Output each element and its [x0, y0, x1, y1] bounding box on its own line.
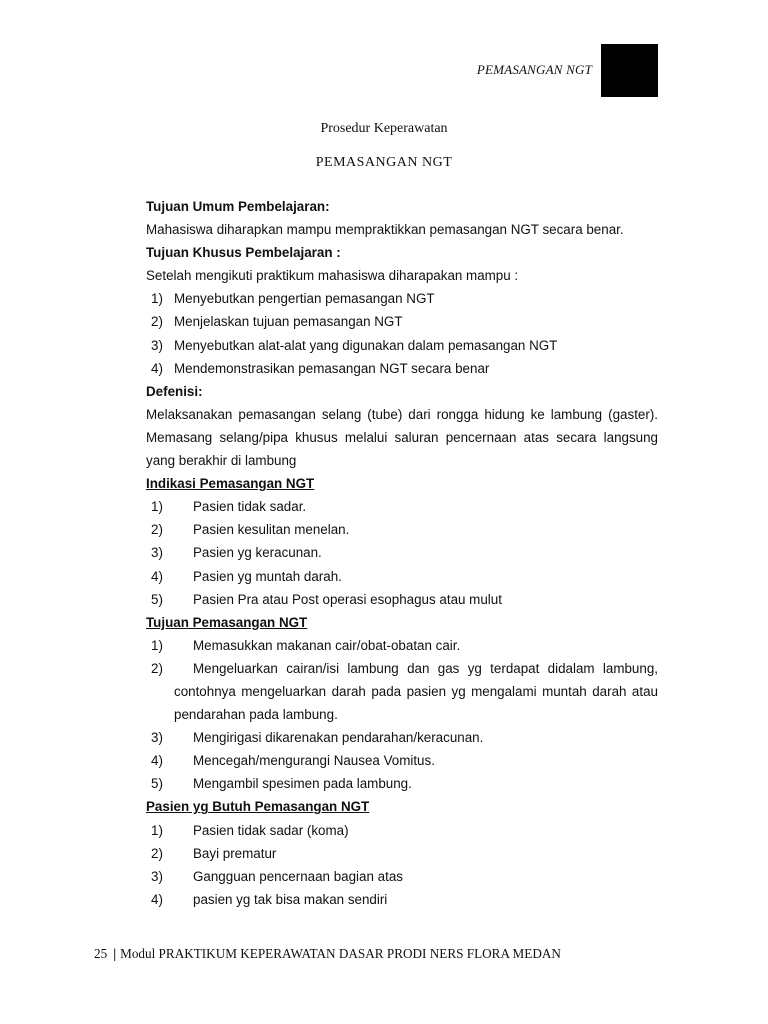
document-body [146, 195, 658, 911]
list-item: 1) Menyebutkan pengertian pemasangan NGT [151, 291, 435, 307]
list-item: 4) Pasien yg muntah darah. [151, 568, 342, 584]
heading-pasien-butuh: Pasien yg Butuh Pemasangan NGT [146, 799, 370, 815]
list-item: 1) Pasien tidak sadar. [151, 499, 307, 515]
list-item: 5) Mengambil spesimen pada lambung. [151, 776, 412, 792]
list-item: 4) Mencegah/mengurangi Nausea Vomitus. [151, 753, 435, 769]
list-item: 2) Bayi prematur [151, 845, 277, 861]
header-black-block [601, 44, 658, 97]
page-number: 25 [94, 946, 108, 961]
list-item: 3) Gangguan pencernaan bagian atas [151, 868, 403, 884]
heading-indikasi: Indikasi Pemasangan NGT [146, 476, 315, 492]
heading-defenisi: Defenisi: [146, 383, 203, 399]
list-item: 2) Mengeluarkan cairan/isi lambung dan gas yg terdapat didalam lambung, contohnya mengeluarkan darah pada pasien yg mengalami muntah darah atau pendarahan pada lambung. [151, 660, 658, 723]
heading-tujuan-pemasangan: Tujuan Pemasangan NGT [146, 614, 308, 630]
list-item: 2) Pasien kesulitan menelan. [151, 522, 350, 538]
list-item: 3) Pasien yg keracunan. [151, 545, 322, 561]
footer-separator: | [113, 946, 117, 961]
list-item: 5) Pasien Pra atau Post operasi esophagus atau mulut [151, 591, 502, 607]
list-item: 4) Mendemonstrasikan pemasangan NGT secara benar [151, 360, 490, 376]
tujuan-umum-text: Mahasiswa diharapkan mampu mempraktikkan pemasangan NGT secara benar. [146, 222, 624, 238]
footer-text: Modul PRAKTIKUM KEPERAWATAN DASAR PRODI NERS FLORA MEDAN [120, 946, 561, 961]
page-footer [94, 946, 561, 962]
defenisi-text: Melaksanakan pemasangan selang (tube) dari rongga hidung ke lambung (gaster). Memasang selang/pipa khusus melalui saluran pencernaan atas secara langsung yang berakhir di lambung [146, 406, 658, 469]
heading-tujuan-umum: Tujuan Umum Pembelajaran: [146, 199, 330, 214]
list-item: 1) Memasukkan makanan cair/obat-obatan cair. [151, 637, 461, 653]
list-item: 3) Mengirigasi dikarenakan pendarahan/keracunan. [151, 730, 484, 746]
running-header-title: PEMASANGAN NGT [476, 62, 592, 77]
list-item: 3) Menyebutkan alat-alat yang digunakan dalam pemasangan NGT [151, 337, 558, 353]
document-subtitle: Prosedur Keperawatan [320, 121, 448, 136]
list-item: 4) pasien yg tak bisa makan sendiri [151, 891, 388, 907]
list-item: 2) Menjelaskan tujuan pemasangan NGT [151, 314, 403, 330]
heading-tujuan-khusus: Tujuan Khusus Pembelajaran : [146, 245, 341, 261]
document-title: PEMASANGAN NGT [315, 155, 453, 170]
tujuan-khusus-intro: Setelah mengikuti praktikum mahasiswa diharapakan mampu : [146, 268, 519, 284]
list-item: 1) Pasien tidak sadar (koma) [151, 822, 349, 838]
